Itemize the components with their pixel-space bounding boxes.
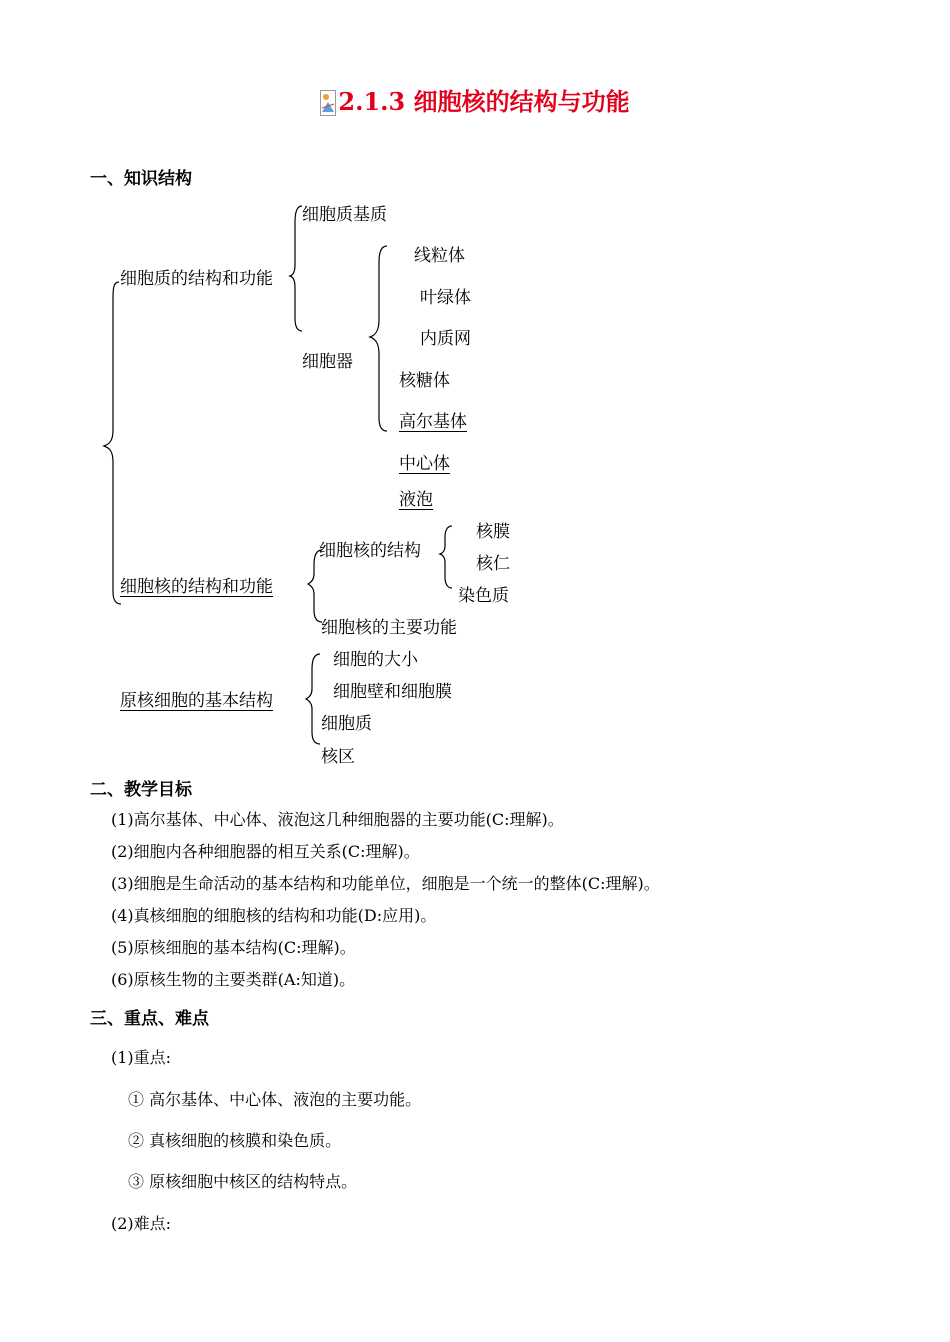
objective-item: (3)细胞是生命活动的基本结构和功能单位，细胞是一个统一的整体(C:理解)。 [111,874,660,893]
tree-leaf-ribosome: 核糖体 [399,371,450,391]
tree-leaf-centrosome: 中心体 [399,454,450,474]
objective-item: (4)真核细胞的细胞核的结构和功能(D:应用)。 [111,906,437,925]
section-heading-teaching-objectives: 二、教学目标 [90,780,192,800]
tree-leaf-nuclear-envelope: 核膜 [476,522,510,542]
key-point-item: ① 高尔基体、中心体、液泡的主要功能。 [128,1090,422,1109]
tree-node-prokaryote: 原核细胞的基本结构 [120,691,273,711]
root-brace [104,282,121,604]
tree-leaf-cell-wall-membrane: 细胞壁和细胞膜 [333,682,452,702]
tree-leaf-vacuole: 液泡 [399,490,433,510]
objective-item: (5)原核细胞的基本结构(C:理解)。 [111,938,356,957]
objective-item: (6)原核生物的主要类群(A:知道)。 [111,970,356,989]
tree-leaf-cytoplasm: 细胞质 [321,714,372,734]
prokaryote-brace [306,654,320,744]
nucleus-structure-brace [440,526,452,588]
tree-leaf-cell-size: 细胞的大小 [333,650,418,670]
tree-leaf-er: 内质网 [420,329,471,349]
key-points-label: (1)重点: [111,1048,172,1067]
tree-leaf-golgi: 高尔基体 [399,412,467,432]
tree-node-nucleus-structure: 细胞核的结构 [319,541,421,561]
tree-leaf-mitochondria: 线粒体 [414,246,465,266]
tree-leaf-chromatin: 染色质 [458,586,509,606]
tree-leaf-chloroplast: 叶绿体 [420,288,471,308]
section-heading-key-difficult-points: 三、重点、难点 [90,1009,209,1029]
key-point-item: ③ 原核细胞中核区的结构特点。 [128,1172,358,1191]
tree-leaf-nucleoid: 核区 [321,747,355,767]
objective-item: (1)高尔基体、中心体、液泡这几种细胞器的主要功能(C:理解)。 [111,810,564,829]
organelle-brace [370,246,387,431]
difficult-points-label: (2)难点: [111,1214,172,1233]
objective-item: (2)细胞内各种细胞器的相互关系(C:理解)。 [111,842,420,861]
section-heading-knowledge-structure: 一、知识结构 [90,169,192,189]
tree-node-cytoplasm: 细胞质的结构和功能 [120,269,273,289]
key-point-item: ② 真核细胞的核膜和染色质。 [128,1131,342,1150]
tree-node-nucleus-function: 细胞核的主要功能 [321,618,457,638]
tree-node-organelles: 细胞器 [302,352,353,372]
tree-node-cytoplasm-matrix: 细胞质基质 [302,205,387,225]
tree-node-nucleus: 细胞核的结构和功能 [120,577,273,597]
title-text: 2.1.3 细胞核的结构与功能 [338,87,630,116]
tree-leaf-nucleolus: 核仁 [476,554,510,574]
cytoplasm-brace [290,206,302,331]
